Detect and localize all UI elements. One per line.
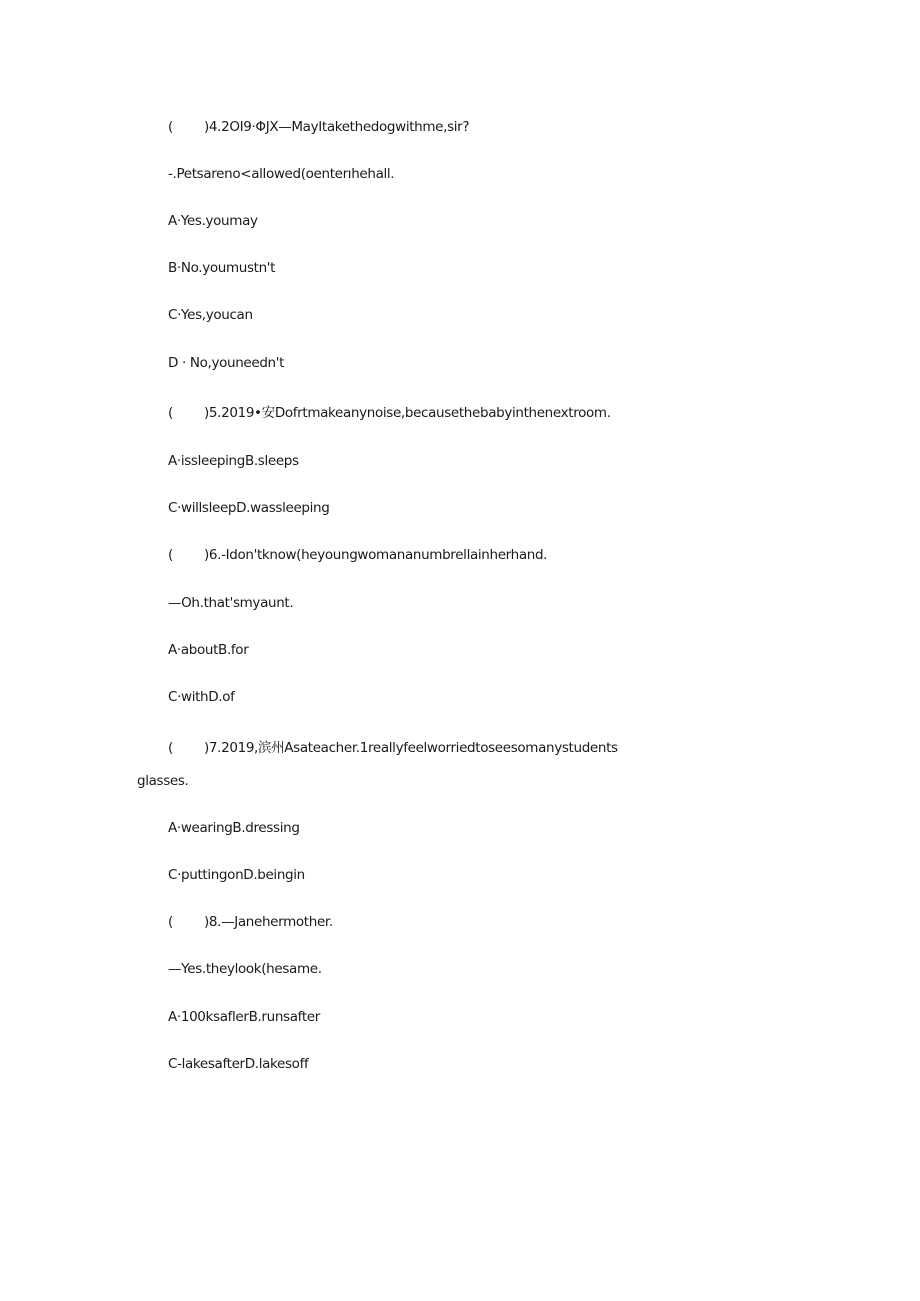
question-text: )4.2OI9·ΦJX—MayItakethedogwithme,sir? — [204, 119, 470, 135]
question-7 — [168, 739, 618, 757]
question-4 — [168, 118, 469, 136]
options-cd: C·puttingonD.beingin — [168, 867, 305, 883]
dialogue-line: —Oh.that'smyaunt. — [168, 595, 294, 611]
answer-paren: ( — [168, 119, 173, 135]
options-ab: A·aboutB.for — [168, 642, 249, 658]
option-d: D · No,youneedn't — [168, 355, 285, 371]
dialogue-line: —Yes.theylook(hesame. — [168, 961, 322, 977]
question-text: )5.2019•安Dofrtmakeanynoise,becausethebabyinthenextroom. — [204, 405, 611, 421]
options-ab: A·wearingB.dressing — [168, 820, 300, 836]
question-8 — [168, 913, 333, 931]
question-6 — [168, 546, 547, 564]
options-cd: C·willsleepD.wassleeping — [168, 500, 330, 516]
dialogue-line: -.Petsareno<allowed(oenterıhehall. — [168, 166, 395, 182]
answer-paren: ( — [168, 914, 173, 930]
answer-paren: ( — [168, 547, 173, 563]
options-cd: C-lakesafterD.lakesoff — [168, 1056, 309, 1072]
answer-paren: ( — [168, 405, 173, 421]
question-continuation: glasses. — [137, 773, 189, 789]
option-b: B·No.youmustn't — [168, 260, 276, 276]
options-cd: C·withD.of — [168, 689, 235, 705]
options-ab: A·100ksaflerB.runsafter — [168, 1009, 320, 1025]
question-text: )6.-Idon'tknow(heyoungwomananumbrellainherhand. — [204, 547, 548, 563]
option-a: A·Yes.youmay — [168, 213, 258, 229]
question-5 — [168, 404, 611, 422]
options-ab: A·issleepingB.sleeps — [168, 453, 299, 469]
option-c: C·Yes,youcan — [168, 307, 253, 323]
answer-paren: ( — [168, 740, 173, 756]
question-text: )7.2019,滨州Asateacher.1reallyfeelworriedtoseesomanystudents — [204, 740, 618, 756]
question-text: )8.—Janehermother. — [204, 914, 333, 930]
